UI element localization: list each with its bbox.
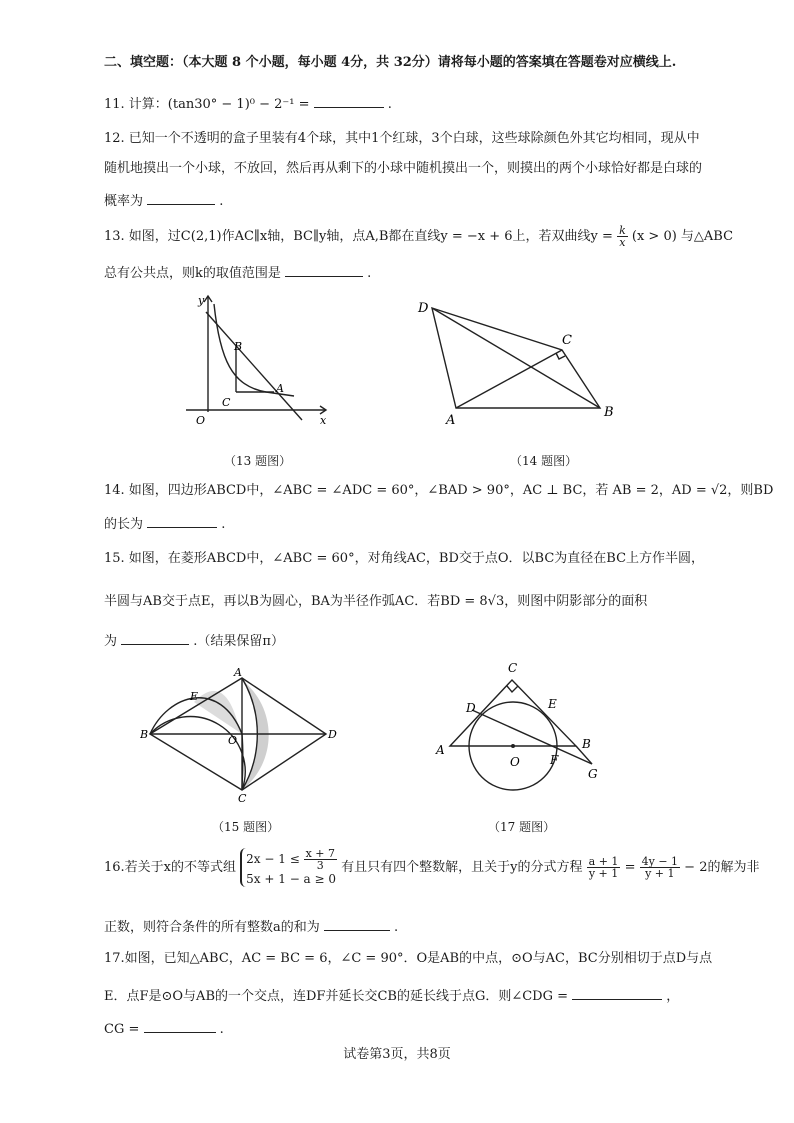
fig15-caption: （15 题图） <box>212 820 280 834</box>
q12-end: . <box>219 194 224 209</box>
q16-ineq1-num: x + 7 <box>305 847 335 860</box>
question-12-line3 <box>104 190 223 211</box>
fig17-center-point <box>511 744 515 748</box>
q13-frac-num: k <box>619 224 626 237</box>
q16-eq-den2: y + 1 <box>645 867 675 880</box>
q16-line2-text: 正数，则符合条件的所有整数a的和为 <box>104 920 320 935</box>
question-17-line3 <box>104 1018 224 1039</box>
question-17-line2 <box>104 985 679 1006</box>
fig14-diagonal-ac <box>456 350 562 408</box>
fig13-label-x: x <box>320 414 327 427</box>
question-17-line1: 17.如图，已知△ABC，AC = BC = 6，∠C = 90°．O是AB的中点，⊙O与AC，BC分别相切于点D与点 <box>104 951 713 966</box>
fig13-label-a: A <box>276 382 284 395</box>
q13-fraction <box>617 225 628 248</box>
q11-answer-blank[interactable] <box>314 93 384 108</box>
q16-ineq1-den: 3 <box>316 859 324 872</box>
q13-line2-text: 总有公共点，则k的取值范围是 <box>104 266 281 281</box>
q17-line3-text: CG = <box>104 1022 140 1037</box>
fig14-right-angle <box>556 353 565 359</box>
q13-frac-den: x <box>619 236 626 249</box>
q12-line3-text: 概率为 <box>104 194 144 209</box>
q15-answer-blank[interactable] <box>121 630 189 645</box>
q16-eq-frac2 <box>640 856 680 879</box>
fig13-line <box>206 312 302 420</box>
question-14-line2 <box>104 513 225 534</box>
figure-15 <box>140 664 340 804</box>
question-15-line1: 15. 如图，在菱形ABCD中，∠ABC = 60°，对角线AC，BD交于点O．以BC为直径在BC上方作半圆， <box>104 551 705 566</box>
q17-answer-blank-1[interactable] <box>572 985 662 1000</box>
question-11 <box>104 93 392 114</box>
q13-answer-blank[interactable] <box>285 262 363 277</box>
figure-17 <box>430 660 610 810</box>
page-footer: 试卷第3页，共8页 <box>343 1047 451 1062</box>
section-header: 二、填空题：（本大题 8 个小题，每小题 4分，共 32分）请将每小题的答案填在答题卷对应横线上. <box>104 55 677 70</box>
q16-answer-blank[interactable] <box>324 916 390 931</box>
q16-eq-den1: y + 1 <box>588 867 619 880</box>
q17-end: . <box>219 1022 224 1037</box>
q14-end: . <box>221 517 226 532</box>
fig15-shaded-right <box>242 680 269 790</box>
q14-line2-text: 的长为 <box>104 517 144 532</box>
fig13-label-o: O <box>196 414 206 427</box>
q16-ineq1-left: 2x − 1 ≤ <box>246 852 300 866</box>
q16-ineq1-frac <box>304 848 337 871</box>
q13-line1b: (x > 0) 与△ABC <box>631 229 734 244</box>
fig13-label-b: B <box>234 340 243 353</box>
q15-line3b: .（结果保留π） <box>193 634 284 649</box>
fig17-label-f: F <box>550 753 559 767</box>
fig13-caption: （13 题图） <box>224 454 292 468</box>
fig13-label-y: y <box>198 294 205 307</box>
question-13-line2 <box>104 262 371 283</box>
fig15-label-a: A <box>234 666 242 679</box>
fig15-label-d: D <box>328 728 337 741</box>
q16-eq-num2: 4y − 1 <box>641 855 679 868</box>
question-14-line1: 14. 如图，四边形ABCD中，∠ABC = ∠ADC = 60°，∠BAD > 90°，AC ⊥ BC，若 AB = 2，AD = √2，则BD <box>104 483 774 498</box>
fig14-caption: （14 题图） <box>510 454 578 468</box>
fig17-label-o: O <box>510 755 520 769</box>
q15-line3a: 为 <box>104 634 118 649</box>
fig17-label-g: G <box>588 767 598 781</box>
question-15-line3 <box>104 630 284 651</box>
q17-line2-end: ， <box>666 989 680 1004</box>
question-12-line1: 12. 已知一个不透明的盒子里装有4个球，其中1个红球，3个白球，这些球除颜色外其它均相同，现从中 <box>104 131 700 146</box>
fig15-label-c: C <box>238 792 247 804</box>
q16-middle: 有且只有四个整数解，且关于y的分式方程 <box>341 860 583 875</box>
figure-14 <box>410 292 620 432</box>
q16-prefix: 16.若关于x的不等式组 <box>104 860 237 875</box>
question-16-line1 <box>104 848 759 887</box>
fig13-label-c: C <box>222 396 231 409</box>
q16-eq-sign: = <box>624 860 636 875</box>
fig17-caption: （17 题图） <box>488 820 556 834</box>
fig15-semicircle <box>150 717 245 790</box>
fig17-label-d: D <box>466 701 476 715</box>
q16-eq-num1: a + 1 <box>588 855 619 868</box>
fig15-label-b: B <box>140 728 149 741</box>
fig17-label-c: C <box>508 661 518 675</box>
q16-inequality-system <box>240 848 337 887</box>
q14-answer-blank[interactable] <box>147 513 217 528</box>
fig14-label-c: C <box>562 333 572 348</box>
fig17-right-angle <box>507 686 518 692</box>
fig14-label-d: D <box>418 301 429 316</box>
q17-line2-text: E．点F是⊙O与AB的一个交点，连DF并延长交CB的延长线于点G．则∠CDG = <box>104 989 569 1004</box>
fig17-label-e: E <box>548 697 557 711</box>
fig15-label-e: E <box>190 690 199 703</box>
fig14-label-b: B <box>604 405 614 420</box>
fig15-label-o: O <box>228 734 238 747</box>
q11-text: 11. 计算：(tan30° − 1)⁰ − 2⁻¹ = <box>104 97 310 112</box>
fig17-label-a: A <box>436 743 445 757</box>
q16-eq-tail: − 2的解为非 <box>684 860 760 875</box>
q13-end: . <box>367 266 372 281</box>
question-12-line2: 随机地摸出一个小球，不放回，然后再从剩下的小球中随机摸出一个，则摸出的两个小球恰好都是白球的 <box>104 161 703 176</box>
figure-13 <box>170 290 340 430</box>
q12-answer-blank[interactable] <box>147 190 215 205</box>
question-13-line1 <box>104 225 733 248</box>
q11-end: . <box>387 97 392 112</box>
fig17-dg <box>472 710 592 764</box>
fig14-diagonal-db <box>432 308 600 408</box>
q16-eq-frac1 <box>587 856 621 879</box>
q16-ineq2: 5x + 1 − a ≥ 0 <box>246 872 337 886</box>
question-15-line2: 半圆与AB交于点E，再以B为圆心，BA为半径作弧AC．若BD = 8√3，则图中阴影部分的面积 <box>104 594 648 609</box>
question-16-line2 <box>104 916 398 937</box>
q13-line1a: 13. 如图，过C(2,1)作AC∥x轴，BC∥y轴，点A,B都在直线y = −x + 6上，若双曲线y = <box>104 229 613 244</box>
fig17-label-b: B <box>582 737 591 751</box>
q16-ineq1 <box>246 848 337 871</box>
q17-answer-blank-2[interactable] <box>144 1018 216 1033</box>
q16-end: . <box>394 920 399 935</box>
fig14-label-a: A <box>446 413 456 428</box>
